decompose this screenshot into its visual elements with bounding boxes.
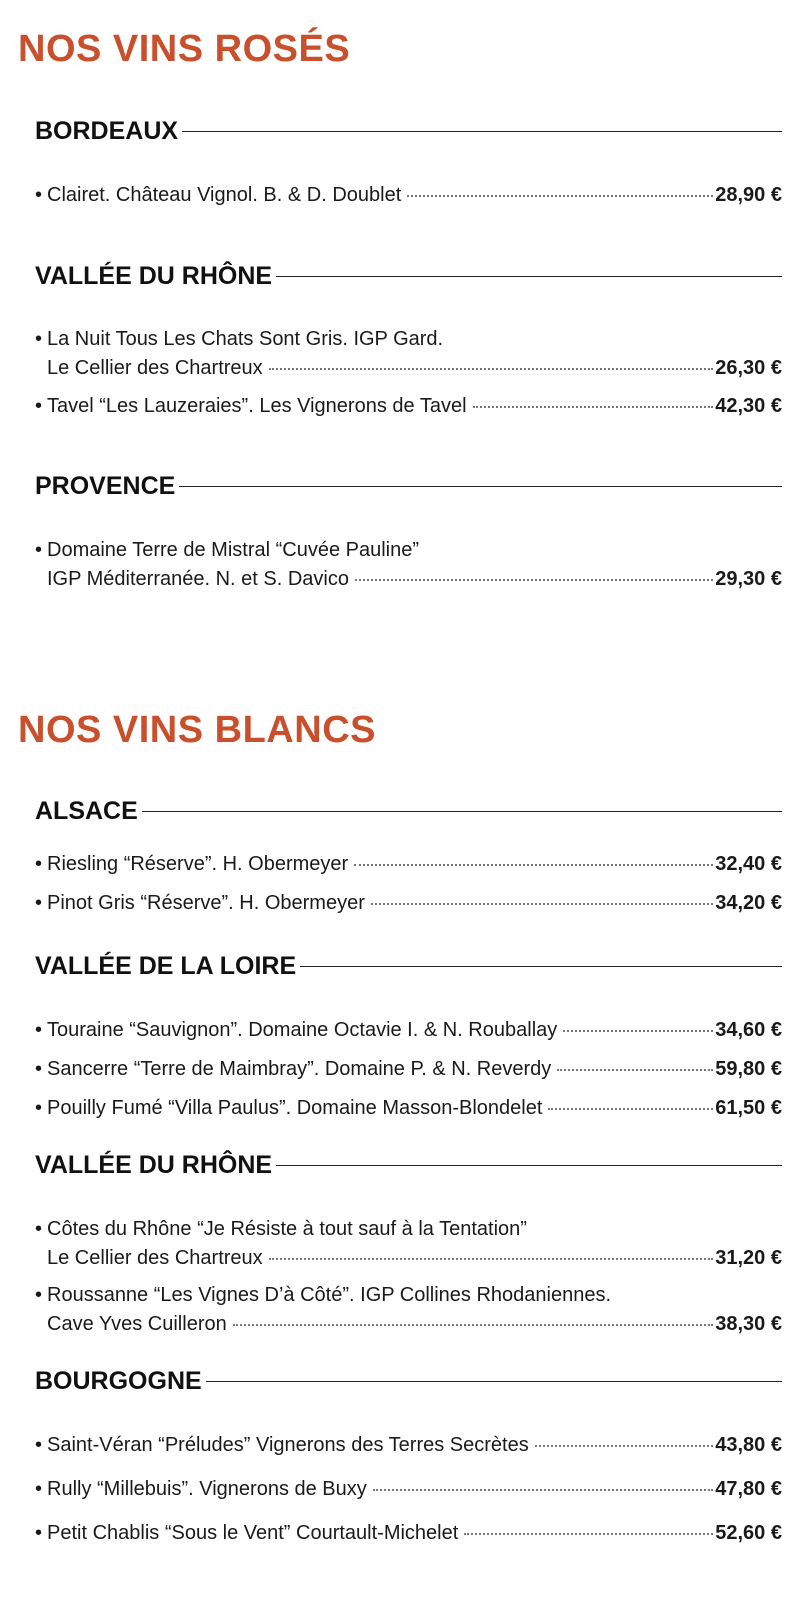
category-header bbox=[35, 1153, 782, 1178]
wine-name: Saint-Véran “Préludes” Vignerons des Terres Secrètes bbox=[47, 1434, 529, 1456]
price-value: 47,80 bbox=[715, 1478, 766, 1500]
menu-item bbox=[35, 1431, 782, 1460]
category-divider bbox=[276, 1165, 782, 1166]
dot-leader bbox=[407, 195, 713, 197]
bullet-icon: • bbox=[35, 853, 43, 875]
bullet-icon: • bbox=[35, 539, 43, 561]
item-line bbox=[35, 392, 782, 421]
currency-symbol: € bbox=[770, 1434, 782, 1456]
wine-price bbox=[715, 1519, 782, 1548]
currency-symbol: € bbox=[770, 1478, 782, 1500]
menu-item bbox=[35, 536, 782, 594]
bullet-icon: • bbox=[35, 1058, 43, 1080]
menu-item bbox=[35, 1055, 782, 1084]
menu-item bbox=[35, 392, 782, 421]
dot-leader bbox=[563, 1030, 713, 1032]
wine-producer: Le Cellier des Chartreux bbox=[47, 1247, 263, 1269]
category-header bbox=[35, 264, 782, 289]
wine-name: Riesling “Réserve”. H. Obermeyer bbox=[47, 853, 349, 875]
category-header bbox=[35, 954, 782, 979]
item-line bbox=[35, 1431, 782, 1460]
wine-name: Domaine Terre de Mistral “Cuvée Pauline” bbox=[47, 539, 420, 561]
wine-price bbox=[715, 565, 782, 594]
item-line bbox=[35, 1055, 782, 1084]
currency-symbol: € bbox=[770, 1247, 782, 1269]
bullet-icon: • bbox=[35, 395, 43, 417]
item-line bbox=[35, 850, 782, 879]
dot-leader bbox=[269, 368, 714, 370]
price-value: 42,30 bbox=[715, 395, 766, 417]
wine-price bbox=[715, 1016, 782, 1045]
menu-item bbox=[35, 1215, 782, 1273]
menu-item bbox=[35, 1519, 782, 1548]
wine-name: Tavel “Les Lauzeraies”. Les Vignerons de Tavel bbox=[47, 395, 467, 417]
bullet-icon: • bbox=[35, 1218, 43, 1240]
menu-item bbox=[35, 889, 782, 918]
menu-item bbox=[35, 850, 782, 879]
section-title: NOS VINS BLANCS bbox=[18, 709, 376, 751]
price-value: 28,90 bbox=[715, 184, 766, 206]
dot-leader bbox=[269, 1258, 714, 1260]
category-divider bbox=[182, 131, 782, 132]
item-line bbox=[35, 1519, 782, 1548]
bullet-icon: • bbox=[35, 328, 43, 350]
section-title: NOS VINS ROSÉS bbox=[18, 28, 351, 70]
category-divider bbox=[206, 1381, 782, 1382]
price-value: 43,80 bbox=[715, 1434, 766, 1456]
currency-symbol: € bbox=[770, 853, 782, 875]
category-header bbox=[35, 119, 782, 144]
category-divider bbox=[179, 486, 782, 487]
wine-name: Petit Chablis “Sous le Vent” Courtault-Michelet bbox=[47, 1522, 459, 1544]
wine-producer: Cave Yves Cuilleron bbox=[47, 1313, 227, 1335]
price-value: 59,80 bbox=[715, 1058, 766, 1080]
price-value: 26,30 bbox=[715, 357, 766, 379]
category-name: VALLÉE DU RHÔNE bbox=[35, 1151, 273, 1179]
wine-producer: Le Cellier des Chartreux bbox=[47, 357, 263, 379]
price-value: 31,20 bbox=[715, 1247, 766, 1269]
item-line bbox=[35, 565, 782, 594]
item-line bbox=[35, 889, 782, 918]
bullet-icon: • bbox=[35, 1284, 43, 1306]
dot-leader bbox=[464, 1533, 713, 1535]
wine-name: Pinot Gris “Réserve”. H. Obermeyer bbox=[47, 892, 365, 914]
bullet-icon: • bbox=[35, 184, 43, 206]
currency-symbol: € bbox=[770, 395, 782, 417]
item-line bbox=[35, 1475, 782, 1504]
wine-price bbox=[715, 1055, 782, 1084]
price-value: 61,50 bbox=[715, 1097, 766, 1119]
dot-leader bbox=[371, 903, 713, 905]
bullet-icon: • bbox=[35, 1478, 43, 1500]
currency-symbol: € bbox=[770, 1097, 782, 1119]
item-line bbox=[35, 1094, 782, 1123]
currency-symbol: € bbox=[770, 357, 782, 379]
category-name: PROVENCE bbox=[35, 472, 176, 500]
category-name: BORDEAUX bbox=[35, 117, 179, 145]
menu-item bbox=[35, 1094, 782, 1123]
bullet-icon: • bbox=[35, 1434, 43, 1456]
menu-item bbox=[35, 1016, 782, 1045]
price-value: 52,60 bbox=[715, 1522, 766, 1544]
wine-price bbox=[715, 181, 782, 210]
item-line bbox=[35, 1310, 782, 1339]
bullet-icon: • bbox=[35, 1522, 43, 1544]
category-name: ALSACE bbox=[35, 797, 138, 825]
category-divider bbox=[300, 966, 782, 967]
wine-price bbox=[715, 1244, 782, 1273]
wine-name: Touraine “Sauvignon”. Domaine Octavie I. & N. Rouballay bbox=[47, 1019, 558, 1041]
item-line bbox=[35, 536, 782, 565]
wine-name: La Nuit Tous Les Chats Sont Gris. IGP Gard. bbox=[47, 328, 444, 350]
currency-symbol: € bbox=[770, 892, 782, 914]
item-line bbox=[35, 354, 782, 383]
price-value: 38,30 bbox=[715, 1313, 766, 1335]
wine-name: Rully “Millebuis”. Vignerons de Buxy bbox=[47, 1478, 367, 1500]
category-header bbox=[35, 474, 782, 499]
dot-leader bbox=[473, 406, 714, 408]
currency-symbol: € bbox=[770, 1313, 782, 1335]
item-line bbox=[35, 1244, 782, 1273]
item-line bbox=[35, 1016, 782, 1045]
currency-symbol: € bbox=[770, 568, 782, 590]
wine-price bbox=[715, 1475, 782, 1504]
price-value: 29,30 bbox=[715, 568, 766, 590]
dot-leader bbox=[557, 1069, 713, 1071]
category-name: VALLÉE DU RHÔNE bbox=[35, 262, 273, 290]
menu-item bbox=[35, 181, 782, 210]
currency-symbol: € bbox=[770, 1019, 782, 1041]
wine-price bbox=[715, 1431, 782, 1460]
currency-symbol: € bbox=[770, 184, 782, 206]
dot-leader bbox=[233, 1324, 714, 1326]
category-header bbox=[35, 1369, 782, 1394]
wine-price bbox=[715, 889, 782, 918]
wine-name: Côtes du Rhône “Je Résiste à tout sauf à la Tentation” bbox=[47, 1218, 527, 1240]
dot-leader bbox=[548, 1108, 713, 1110]
price-value: 34,20 bbox=[715, 892, 766, 914]
item-line bbox=[35, 1281, 782, 1310]
price-value: 34,60 bbox=[715, 1019, 766, 1041]
currency-symbol: € bbox=[770, 1058, 782, 1080]
wine-price bbox=[715, 1094, 782, 1123]
wine-price bbox=[715, 850, 782, 879]
wine-name: Clairet. Château Vignol. B. & D. Doublet bbox=[47, 184, 402, 206]
wine-price bbox=[715, 1310, 782, 1339]
dot-leader bbox=[535, 1445, 714, 1447]
menu-item bbox=[35, 1475, 782, 1504]
item-line bbox=[35, 181, 782, 210]
dot-leader bbox=[354, 864, 713, 866]
bullet-icon: • bbox=[35, 1019, 43, 1041]
category-name: VALLÉE DE LA LOIRE bbox=[35, 952, 297, 980]
item-line bbox=[35, 1215, 782, 1244]
category-name: BOURGOGNE bbox=[35, 1367, 202, 1395]
dot-leader bbox=[355, 579, 713, 581]
category-header bbox=[35, 799, 782, 824]
wine-name: Pouilly Fumé “Villa Paulus”. Domaine Masson-Blondelet bbox=[47, 1097, 543, 1119]
dot-leader bbox=[373, 1489, 713, 1491]
wine-price bbox=[715, 392, 782, 421]
wine-producer: IGP Méditerranée. N. et S. Davico bbox=[47, 568, 349, 590]
wine-name: Sancerre “Terre de Maimbray”. Domaine P. & N. Reverdy bbox=[47, 1058, 552, 1080]
wine-price bbox=[715, 354, 782, 383]
menu-item bbox=[35, 1281, 782, 1339]
menu-item bbox=[35, 325, 782, 383]
category-divider bbox=[276, 276, 782, 277]
bullet-icon: • bbox=[35, 892, 43, 914]
bullet-icon: • bbox=[35, 1097, 43, 1119]
currency-symbol: € bbox=[770, 1522, 782, 1544]
price-value: 32,40 bbox=[715, 853, 766, 875]
wine-name: Roussanne “Les Vignes D’à Côté”. IGP Collines Rhodaniennes. bbox=[47, 1284, 612, 1306]
item-line bbox=[35, 325, 782, 354]
category-divider bbox=[142, 811, 782, 812]
